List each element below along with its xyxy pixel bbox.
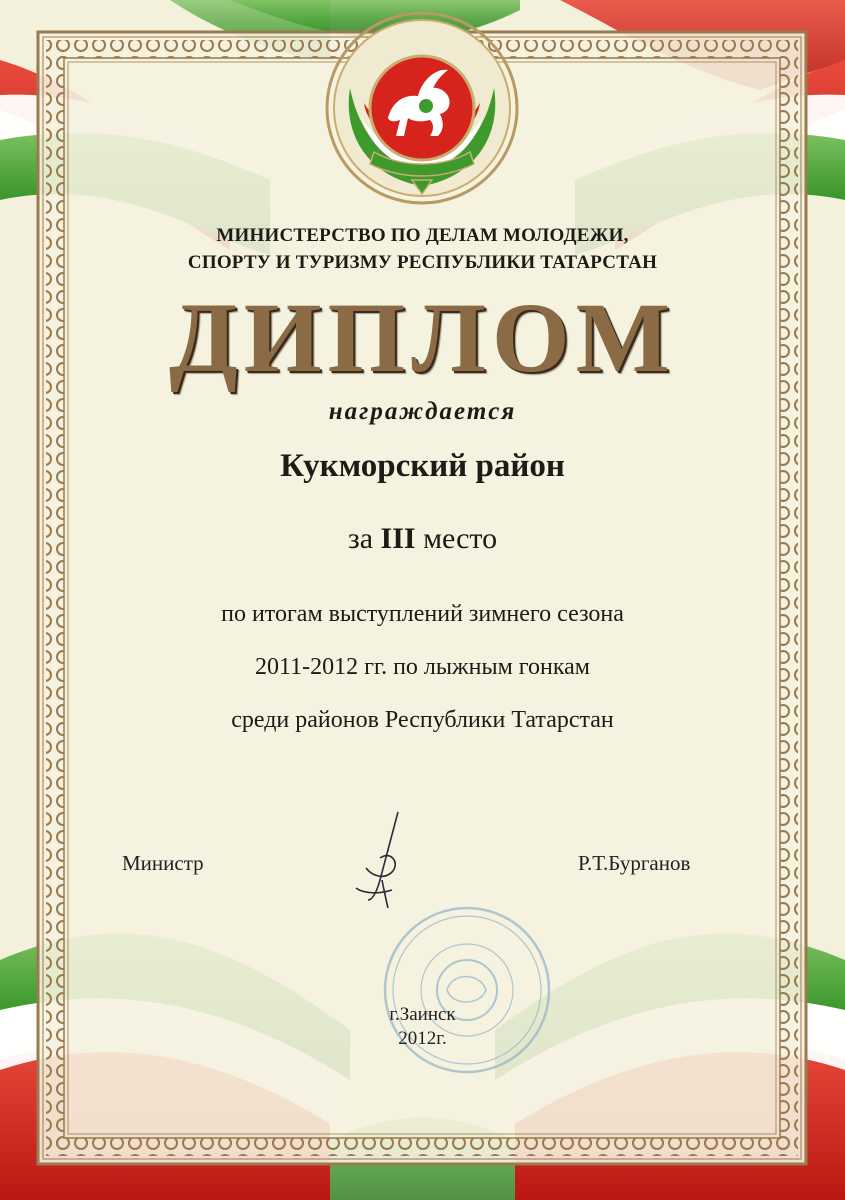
signatory-name: Р.Т.Бурганов xyxy=(578,851,691,875)
awarded-label: награждается xyxy=(328,398,517,425)
description-line-2: 2011-2012 гг. по лыжным гонкам xyxy=(255,654,590,680)
diploma-title: ДИПЛОМ xyxy=(168,282,677,393)
description-line-3: среди районов Республики Татарстан xyxy=(231,707,614,733)
recipient-name: Кукморский район xyxy=(280,448,565,484)
place-line xyxy=(0,522,845,556)
ministry-name xyxy=(0,222,845,276)
tatarstan-emblem xyxy=(327,13,517,203)
issue-city: г.Заинск xyxy=(389,1004,456,1025)
ministry-line-1: МИНИСТЕРСТВО ПО ДЕЛАМ МОЛОДЕЖИ, xyxy=(216,225,629,246)
ministry-line-2: СПОРТУ И ТУРИЗМУ РЕСПУБЛИКИ ТАТАРСТАН xyxy=(187,252,658,273)
description-line-1: по итогам выступлений зимнего сезона xyxy=(221,601,624,627)
place-numeral: III xyxy=(380,522,416,555)
place-of-issue xyxy=(0,1003,845,1051)
place-suffix: место xyxy=(423,522,498,555)
signatory-position: Министр xyxy=(122,851,204,875)
place-prefix: за xyxy=(347,522,374,555)
award-description xyxy=(0,588,845,747)
issue-year: 2012г. xyxy=(398,1028,447,1049)
